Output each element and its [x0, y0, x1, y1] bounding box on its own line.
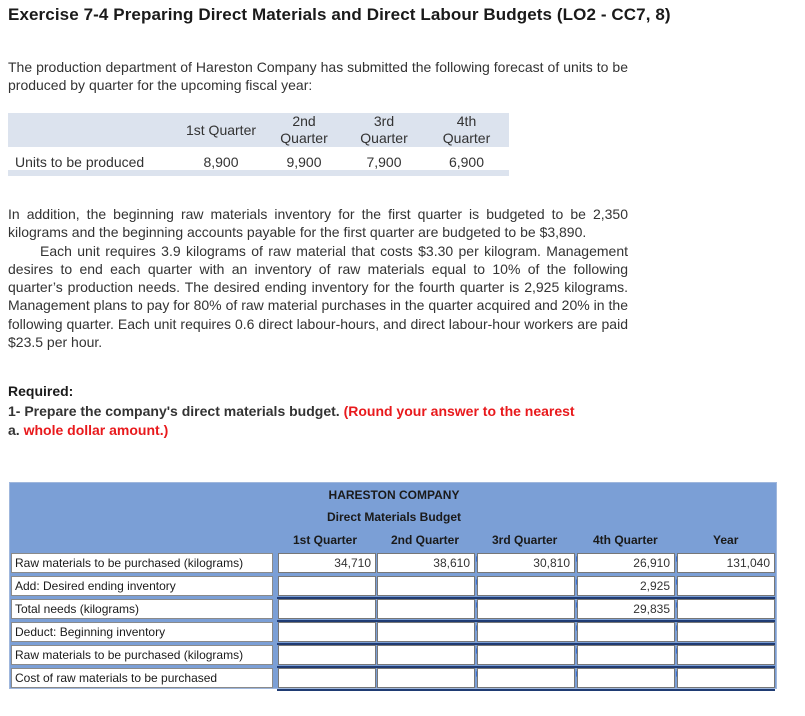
- budget-input-year[interactable]: [677, 576, 775, 596]
- budget-input-q3[interactable]: [477, 668, 575, 688]
- budget-input-q1[interactable]: 34,710: [278, 553, 376, 573]
- budget-title: Direct Materials Budget: [326, 510, 462, 524]
- required-line-1: [8, 403, 575, 419]
- budget-input-q2[interactable]: [377, 645, 475, 665]
- required-line-2-prefix: a.: [8, 422, 20, 438]
- budget-row-label: Total needs (kilograms): [11, 599, 273, 619]
- budget-row-label: Deduct: Beginning inventory: [11, 622, 273, 642]
- forecast-value-q2: 9,900: [264, 147, 344, 170]
- budget-input-q1[interactable]: [278, 622, 376, 642]
- budget-input-q3[interactable]: [477, 576, 575, 596]
- budget-input-q1[interactable]: [278, 576, 376, 596]
- budget-input-year[interactable]: [677, 668, 775, 688]
- paragraph-2: Each unit requires 3.9 kilograms of raw material that costs $3.30 per kilogram. Management desires to end each quarter with an inventory of raw materials equal to 10% of the following quarter’s production needs. The desired ending inventory for the fourth quarter is 2,925 kilograms. Management plans to pay for 80% of raw material purchases in the quarter acquired and 20% in the following quarter. Each unit requires 0.6 direct labour-hours, and direct labour-hour workers are paid $23.5 per hour.: [8, 242, 628, 351]
- intro-text: The production department of Hareston Company has submitted the following forecast of units to be produced by quarter for the upcoming fiscal year:: [8, 59, 628, 94]
- budget-input-q3[interactable]: [477, 599, 575, 619]
- problem-details: [8, 205, 628, 351]
- budget-col-q3: 3rd Quarter: [492, 533, 558, 547]
- forecast-value-q3: 7,900: [344, 147, 424, 170]
- budget-input-q3[interactable]: [477, 645, 575, 665]
- forecast-header-q3: 3rd Quarter: [344, 113, 424, 147]
- forecast-header-blank: [8, 113, 178, 147]
- required-line-2: [8, 422, 168, 438]
- budget-col-q2: 2nd Quarter: [391, 533, 460, 547]
- required-heading: Required:: [8, 383, 74, 399]
- budget-input-q3[interactable]: [477, 622, 575, 642]
- budget-col-q1: 1st Quarter: [293, 533, 358, 547]
- budget-input-q3[interactable]: 30,810: [477, 553, 575, 573]
- budget-input-year[interactable]: 131,040: [677, 553, 775, 573]
- budget-input-year[interactable]: [677, 622, 775, 642]
- forecast-footer-bar: [8, 170, 509, 176]
- forecast-header-q2: 2nd Quarter: [264, 113, 344, 147]
- forecast-value-q1: 8,900: [178, 147, 264, 170]
- budget-company-name: HARESTON COMPANY: [328, 488, 460, 502]
- required-line-1-text: 1- Prepare the company's direct materials budget.: [8, 403, 340, 419]
- budget-row-label: Add: Desired ending inventory: [11, 576, 273, 596]
- budget-input-q2[interactable]: [377, 668, 475, 688]
- budget-input-q2[interactable]: [377, 576, 475, 596]
- forecast-row-label: Units to be produced: [8, 147, 178, 170]
- paragraph-1: In addition, the beginning raw materials inventory for the first quarter is budgeted to be 2,350 kilograms and the beginning accounts payable for the first quarter are budgeted to be $3,890.: [8, 206, 628, 241]
- budget-col-q4: 4th Quarter: [593, 533, 658, 547]
- budget-row-label: Cost of raw materials to be purchased: [11, 668, 273, 688]
- exercise-title: Exercise 7-4 Preparing Direct Materials and Direct Labour Budgets (LO2 - CC7, 8): [8, 5, 671, 24]
- budget-row-label: Raw materials to be purchased (kilograms): [11, 645, 273, 665]
- budget-input-q2[interactable]: [377, 622, 475, 642]
- rounding-note-1: (Round your answer to the nearest: [343, 403, 575, 419]
- budget-input-q4[interactable]: 26,910: [577, 553, 675, 573]
- budget-input-q4[interactable]: [577, 668, 675, 688]
- production-forecast-table: [8, 113, 509, 176]
- budget-col-year: Year: [713, 533, 739, 547]
- budget-input-year[interactable]: [677, 599, 775, 619]
- budget-input-q1[interactable]: [278, 599, 376, 619]
- forecast-header-row: [8, 113, 509, 147]
- budget-input-q2[interactable]: [377, 599, 475, 619]
- budget-input-q2[interactable]: 38,610: [377, 553, 475, 573]
- forecast-header-q4: 4th Quarter: [424, 113, 509, 147]
- budget-input-year[interactable]: [677, 645, 775, 665]
- budget-input-q4[interactable]: [577, 622, 675, 642]
- budget-input-q4[interactable]: 2,925: [577, 576, 675, 596]
- budget-input-q4[interactable]: [577, 645, 675, 665]
- forecast-value-q4: 6,900: [424, 147, 509, 170]
- budget-input-q1[interactable]: [278, 668, 376, 688]
- rounding-note-2: whole dollar amount.): [23, 422, 169, 438]
- forecast-header-q1: 1st Quarter: [178, 113, 264, 147]
- budget-row-label: Raw materials to be purchased (kilograms): [11, 553, 273, 573]
- budget-input-q4[interactable]: 29,835: [577, 599, 675, 619]
- budget-input-q1[interactable]: [278, 645, 376, 665]
- row-divider: [277, 689, 775, 691]
- direct-materials-budget: [9, 482, 777, 689]
- forecast-units-row: [8, 147, 509, 170]
